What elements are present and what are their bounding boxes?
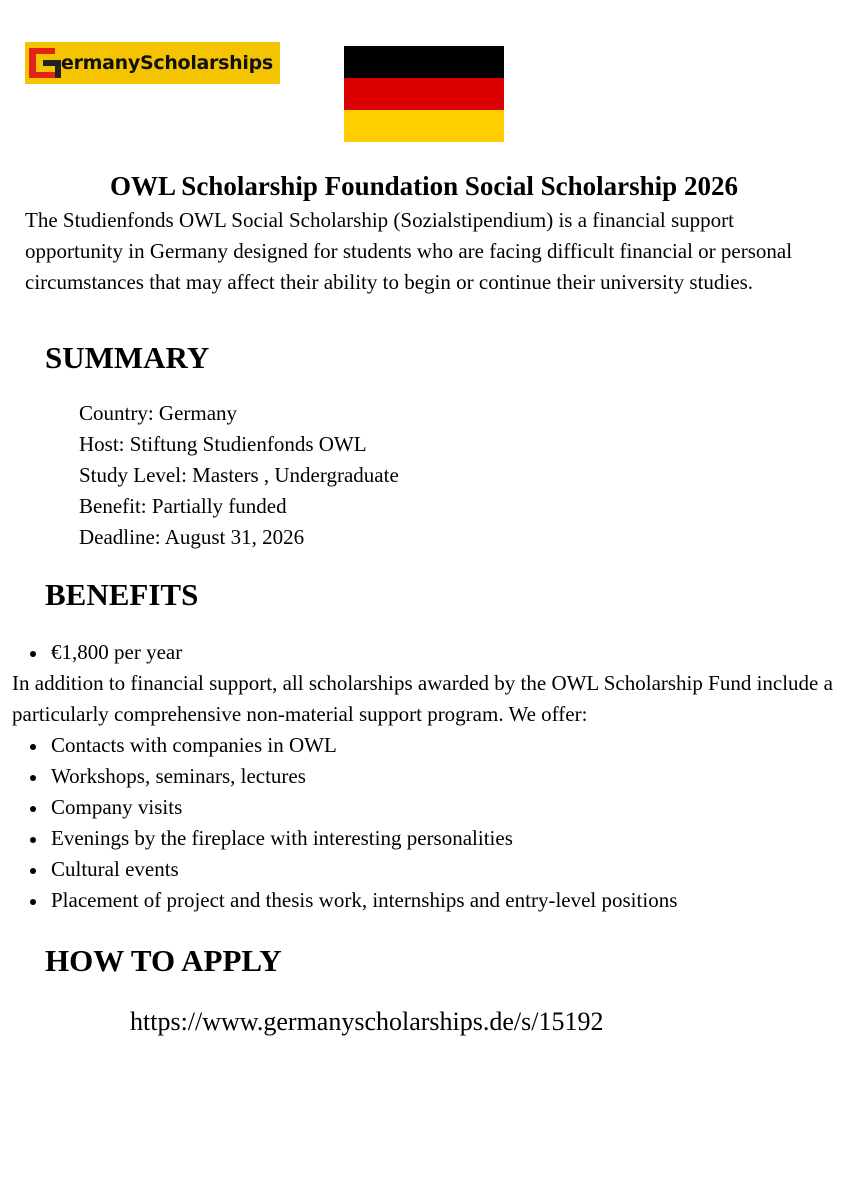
summary-deadline: Deadline: August 31, 2026 xyxy=(79,525,305,549)
summary-study-level: Study Level: Masters , Undergraduate xyxy=(79,463,399,487)
summary-list xyxy=(79,398,399,553)
page-title: OWL Scholarship Foundation Social Scholarship 2026 xyxy=(110,171,738,201)
list-item: Placement of project and thesis work, internships and entry-level positions xyxy=(27,885,677,916)
benefits-paragraph: In addition to financial support, all scholarships awarded by the OWL Scholarship Fund include a particularly comprehensive non-material support program. We offer: xyxy=(12,671,833,726)
summary-heading: SUMMARY xyxy=(45,340,210,375)
list-item: Company visits xyxy=(27,792,677,823)
summary-host: Host: Stiftung Studienfonds OWL xyxy=(79,432,367,456)
benefit-amount: €1,800 per year xyxy=(27,637,182,668)
benefits-heading: BENEFITS xyxy=(45,577,199,612)
list-item: Evenings by the fireplace with interesting personalities xyxy=(27,823,677,854)
list-item: Contacts with companies in OWL xyxy=(27,730,677,761)
summary-benefit: Benefit: Partially funded xyxy=(79,494,287,518)
apply-link[interactable]: https://www.germanyscholarships.de/s/15192 xyxy=(130,1007,604,1036)
logo-text: ermanyScholarships xyxy=(61,52,273,74)
germany-flag-icon xyxy=(344,46,504,142)
how-to-apply-heading: HOW TO APPLY xyxy=(45,943,282,978)
intro-paragraph: The Studienfonds OWL Social Scholarship (Sozialstipendium) is a financial support opportunity in Germany designed for students who are facing difficult financial or personal circumstances that may affect their ability to begin or continue their university studies. xyxy=(25,208,793,294)
list-item: Cultural events xyxy=(27,854,677,885)
support-list xyxy=(27,730,677,916)
site-logo[interactable] xyxy=(25,42,280,84)
logo-g-icon xyxy=(27,44,65,82)
list-item: Workshops, seminars, lectures xyxy=(27,761,677,792)
summary-country: Country: Germany xyxy=(79,401,238,425)
benefit-amount-list xyxy=(27,637,182,668)
